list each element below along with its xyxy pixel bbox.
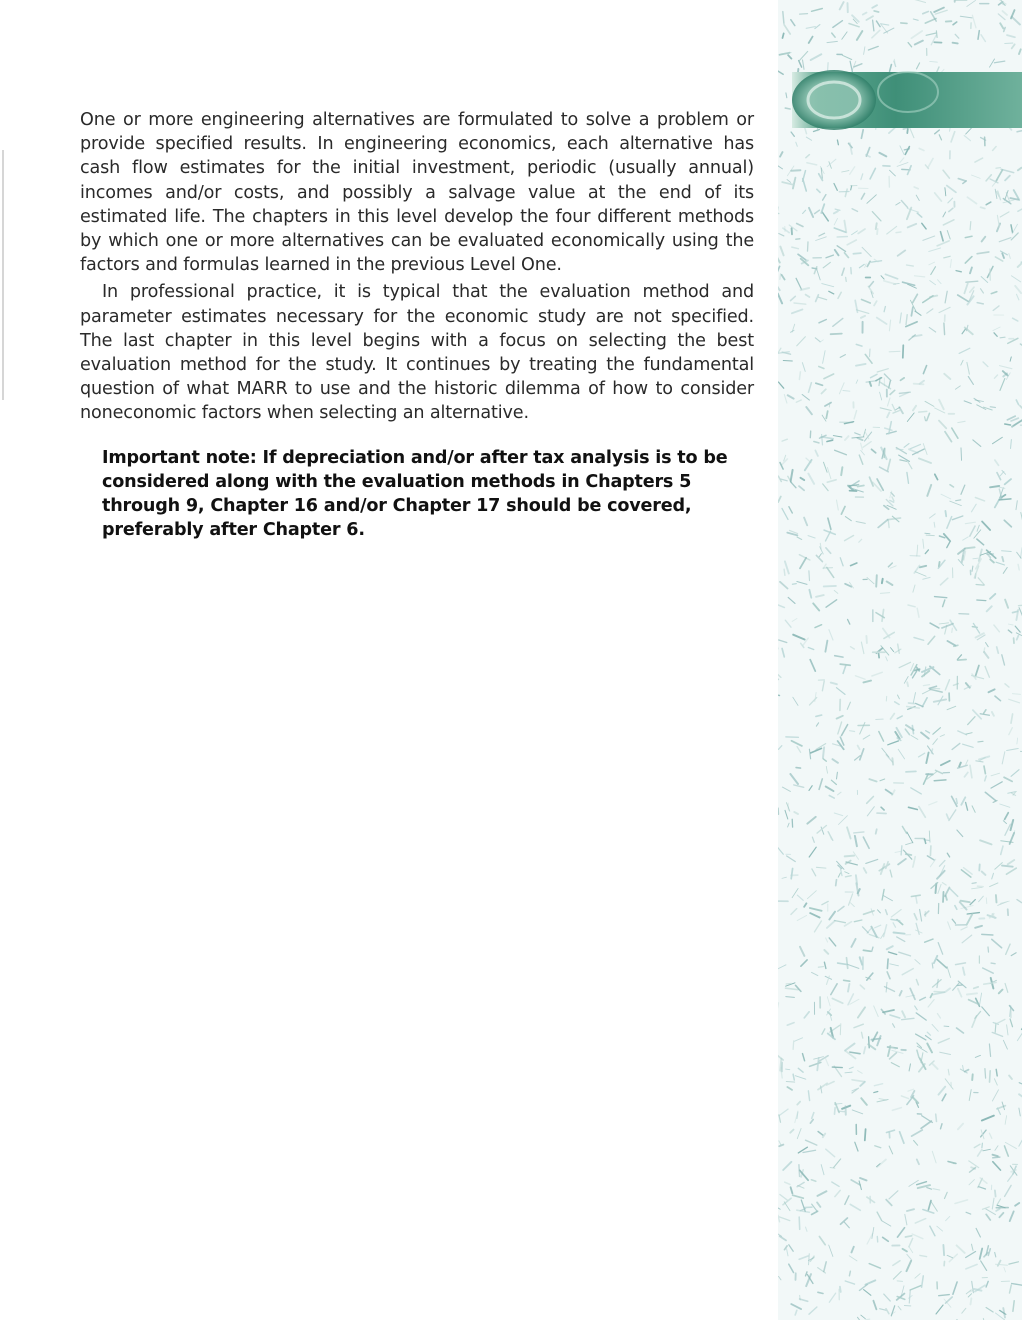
texture-fleck: [958, 660, 967, 661]
texture-fleck: [971, 1298, 972, 1304]
texture-fleck: [799, 1165, 800, 1177]
texture-fleck: [897, 1281, 902, 1282]
texture-fleck: [840, 1287, 841, 1292]
texture-fleck: [925, 839, 926, 843]
texture-fleck: [906, 854, 912, 855]
texture-fleck: [783, 33, 784, 38]
textured-pattern-image: [778, 0, 1022, 1320]
texture-fleck: [985, 1069, 986, 1079]
texture-fleck: [889, 351, 900, 352]
texture-fleck: [965, 547, 974, 548]
texture-fleck: [785, 108, 790, 109]
texture-fleck: [932, 749, 933, 753]
texture-fleck: [892, 758, 893, 764]
texture-fleck: [995, 1190, 996, 1196]
texture-fleck: [1005, 424, 1011, 425]
texture-fleck: [863, 950, 870, 951]
texture-fleck: [972, 1074, 973, 1080]
texture-fleck: [876, 223, 877, 229]
texture-fleck: [953, 43, 958, 44]
texture-fleck: [792, 584, 796, 585]
texture-fleck: [818, 967, 823, 968]
texture-fleck: [919, 411, 927, 412]
texture-fleck: [932, 963, 933, 968]
texture-fleck: [896, 449, 903, 450]
texture-fleck: [978, 741, 983, 742]
texture-fleck: [982, 1143, 983, 1147]
texture-fleck: [865, 1129, 866, 1140]
texture-fleck: [823, 747, 824, 757]
texture-fleck: [945, 511, 946, 516]
texture-fleck: [996, 895, 997, 902]
texture-fleck: [1002, 866, 1013, 867]
texture-fleck: [799, 372, 800, 380]
texture-fleck: [888, 521, 889, 528]
texture-fleck: [957, 985, 962, 986]
texture-fleck: [869, 1037, 870, 1048]
texture-fleck: [934, 780, 946, 781]
texture-fleck: [786, 1082, 794, 1083]
texture-fleck: [961, 448, 962, 460]
texture-fleck: [905, 1236, 911, 1237]
texture-fleck: [991, 963, 995, 964]
texture-fleck: [996, 168, 1001, 169]
texture-fleck: [784, 569, 785, 575]
texture-fleck: [849, 1271, 850, 1276]
texture-fleck: [1002, 557, 1003, 561]
texture-fleck: [879, 653, 880, 657]
texture-fleck: [882, 579, 883, 583]
texture-fleck: [845, 856, 854, 857]
texture-fleck: [840, 664, 850, 665]
texture-fleck: [836, 880, 837, 886]
texture-fleck: [837, 237, 847, 238]
texture-fleck: [990, 1071, 991, 1082]
texture-fleck: [894, 59, 895, 65]
texture-fleck: [824, 586, 836, 587]
texture-fleck: [977, 600, 986, 601]
texture-fleck: [793, 1041, 794, 1049]
texture-fleck: [1000, 337, 1005, 338]
texture-fleck: [876, 575, 877, 586]
texture-fleck: [993, 1157, 1000, 1158]
texture-fleck: [877, 229, 878, 234]
texture-fleck: [791, 170, 800, 171]
texture-fleck: [936, 31, 937, 38]
texture-fleck: [786, 983, 791, 984]
texture-fleck: [982, 934, 993, 935]
texture-fleck: [841, 467, 842, 475]
texture-fleck: [907, 682, 908, 686]
texture-fleck: [832, 1067, 842, 1068]
texture-fleck: [943, 1245, 944, 1255]
texture-fleck: [1013, 611, 1018, 612]
texture-fleck: [831, 334, 842, 335]
texture-fleck: [914, 384, 924, 385]
texture-fleck: [956, 799, 957, 804]
texture-fleck: [930, 846, 931, 855]
texture-fleck: [970, 222, 971, 230]
texture-fleck: [952, 628, 953, 632]
texture-fleck: [995, 1023, 996, 1032]
texture-fleck: [896, 232, 901, 233]
texture-fleck: [856, 875, 857, 884]
texture-fleck: [925, 533, 930, 534]
texture-fleck: [870, 349, 871, 357]
important-note: Important note: If depreciation and/or after tax analysis is to be considered along with the evaluation methods in Chapters 5 through 9, Chapter 16 and/or Chapter 17 should be covered, preferably after Chapter 6.: [102, 447, 728, 541]
texture-fleck: [986, 898, 987, 904]
texture-fleck: [943, 892, 944, 902]
texture-fleck: [894, 933, 905, 934]
texture-fleck: [780, 274, 781, 280]
texture-fleck: [901, 846, 902, 855]
texture-fleck: [847, 958, 848, 969]
text-column: [80, 108, 754, 542]
texture-fleck: [956, 500, 961, 501]
texture-fleck: [901, 23, 907, 24]
texture-fleck: [999, 499, 1011, 500]
texture-fleck: [996, 1069, 997, 1076]
texture-fleck: [887, 959, 888, 968]
texture-fleck: [851, 268, 852, 274]
texture-fleck: [981, 207, 985, 208]
texture-fleck: [926, 535, 934, 536]
texture-fleck: [835, 1108, 836, 1115]
texture-fleck: [880, 593, 889, 594]
texture-fleck: [944, 323, 945, 335]
texture-fleck: [846, 277, 847, 281]
texture-fleck: [876, 829, 877, 833]
texture-fleck: [853, 253, 861, 254]
texture-fleck: [844, 980, 850, 981]
texture-fleck: [870, 382, 871, 386]
texture-fleck: [799, 1217, 800, 1229]
texture-fleck: [972, 883, 976, 884]
texture-fleck: [840, 1024, 841, 1035]
texture-fleck: [988, 947, 989, 952]
texture-fleck: [903, 345, 904, 358]
texture-fleck: [874, 11, 878, 12]
texture-fleck: [907, 129, 908, 133]
texture-fleck: [976, 585, 984, 586]
texture-fleck: [990, 486, 999, 487]
texture-fleck: [780, 1059, 781, 1071]
texture-fleck: [967, 993, 977, 994]
texture-fleck: [786, 1069, 790, 1070]
decorative-side-strip: [778, 0, 1022, 1320]
texture-fleck: [808, 242, 809, 251]
texture-fleck: [809, 571, 810, 581]
intro-paragraph: One or more engineering alternatives are formulated to solve a problem or provide specified results. In engineering economics, each alternative has cash flow estimates for the initial investment, periodic (usually annual) incomes and/or costs, and possibly a salvage value at the end of its estimated life. The chapters in this level develop the four different methods by which one or more alternatives can be evaluated economically using the factors and formulas learned in the previous Level One.: [80, 110, 754, 276]
texture-fleck: [850, 731, 855, 732]
texture-fleck: [906, 771, 916, 772]
texture-fleck: [946, 896, 947, 900]
texture-fleck: [936, 1114, 937, 1121]
texture-fleck: [796, 768, 800, 769]
texture-fleck: [800, 14, 808, 15]
practice-paragraph: In professional practice, it is typical that the evaluation method and parameter estimates necessary for the economic study are not specified. The last chapter in this level begins with a focus on selecting the best evaluation method for the study. It continues by treating the fundamental question of what MARR to use and the historic dilemma of how to consider noneconomic factors when selecting an alternative.: [80, 282, 754, 424]
texture-fleck: [828, 63, 829, 71]
texture-fleck: [838, 1111, 844, 1112]
texture-fleck: [866, 636, 867, 643]
page-edge-line: [2, 150, 4, 400]
texture-fleck: [973, 558, 978, 559]
texture-fleck: [858, 486, 864, 487]
texture-fleck: [990, 407, 995, 408]
texture-fleck: [809, 1254, 810, 1265]
texture-fleck: [783, 361, 792, 362]
